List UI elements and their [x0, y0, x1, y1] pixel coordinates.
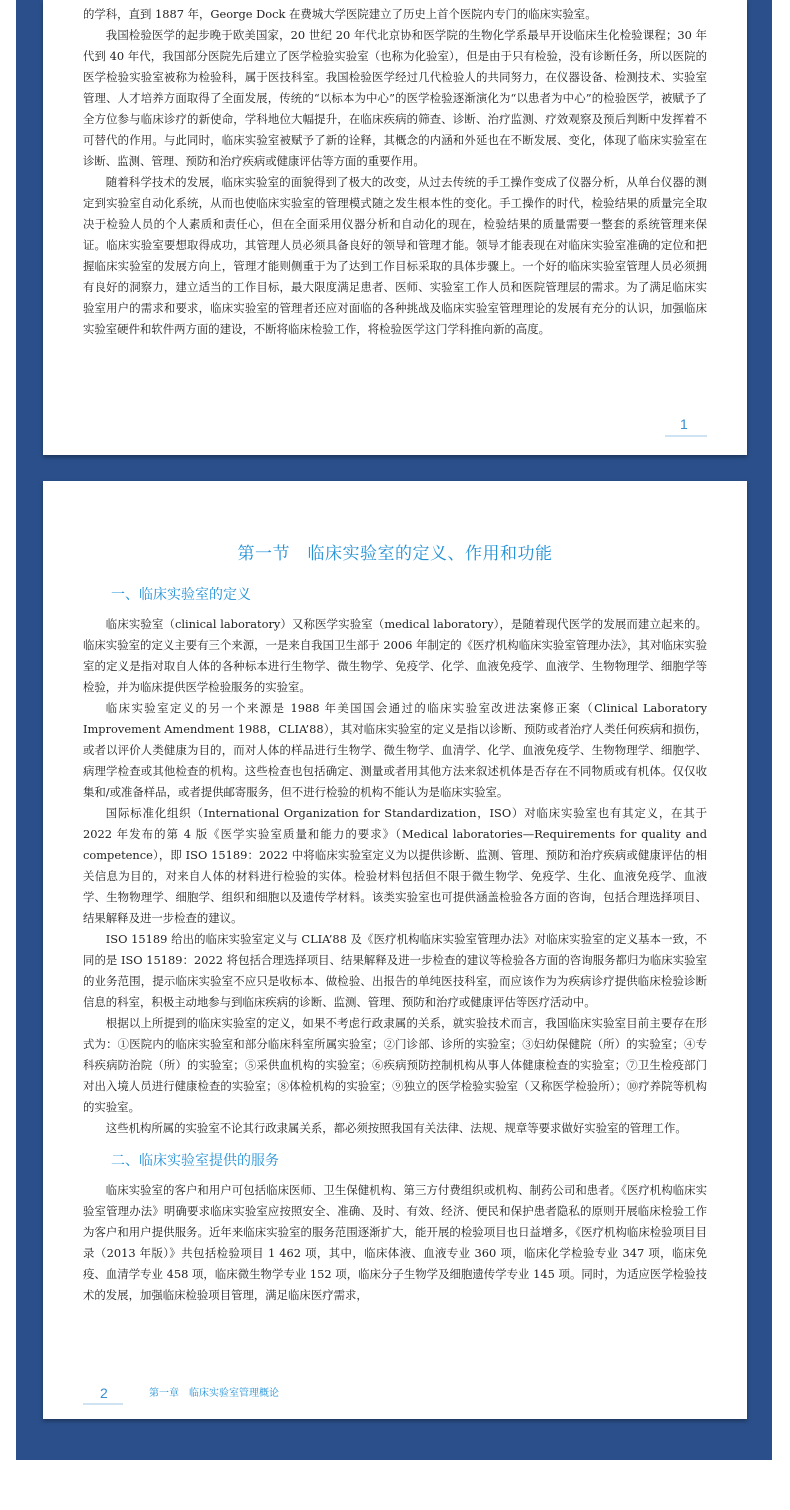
paragraph: ISO 15189 给出的临床实验室定义与 CLIA’88 及《医疗机构临床实验室管理办法》对临床实验室的定义基本一致，不同的是 ISO 15189：2022 将包括合理选择项目、结果解释及进一步检查的建议等检验各方面的咨询服务都归为临床实验室的业务范围，提示临床实验室不应只是收标本、做检验、出报告的单纯医技科室，而应该作为为疾病诊疗提供临床检验诊断信息的科室，积极主动地参与到临床疾病的诊断、监测、管理、预防和治疗或健康评估等医疗活动中。 — [83, 932, 707, 1009]
page-number: 1 — [680, 416, 688, 432]
page-1-body — [83, 4, 707, 340]
paragraph: 国际标准化组织（International Organization for Standardization，ISO）对临床实验室也有其定义，在其于 2022 年发布的第 4 版《医学实验室质量和能力的要求》（Medical laboratories—Requirements for quality and competence），即 ISO 15189：2022 中将临床实验室定义为以提供诊断、监测、管理、预防和治疗疾病或健康评估的相关信息为目的，对来自人体的材料进行检验的实体。检验材料包括但不限于微生物学、免疫学、生化、血液免疫学、血液学、生物物理学、细胞学、组织和细胞以及遗传学材料。该类实验室也可提供涵盖检验各方面的咨询，包括合理选择项目、结果解释及进一步检查的建议。 — [83, 806, 707, 925]
paragraph: 的学科，直到 1887 年，George Dock 在费城大学医院建立了历史上首个医院内专门的临床实验室。 — [83, 7, 597, 21]
paragraph: 临床实验室定义的另一个来源是 1988 年美国国会通过的临床实验室改进法案修正案（Clinical Laboratory Improvement Amendment 1988，CLIA’88），其对临床实验室的定义是指以诊断、预防或者治疗人类任何疾病和损伤，或者以评价人类健康为目的，而对人体的样品进行生物学、微生物学、血清学、化学、血液免疫学、生物物理学、细胞学、病理学检查或其他检查的机构。这些检查也包括确定、测量或者用其他方法来叙述机体是否存在不同物质或有机体。仅仅收集和/或准备样品，或者提供邮寄服务，但不进行检验的机构不能认为是临床实验室。 — [83, 701, 707, 799]
section-heading: 一、临床实验室的定义 — [111, 587, 251, 603]
paragraph: 根据以上所提到的临床实验室的定义，如果不考虑行政隶属的关系，就实验技术而言，我国临床实验室目前主要存在形式为：①医院内的临床实验室和部分临床科室所属实验室；②门诊部、诊所的实验室；③妇幼保健院（所）的实验室；④专科疾病防治院（所）的实验室；⑤采供血机构的实验室；⑥疾病预防控制机构从事人体健康检查的实验室；⑦卫生检疫部门对出入境人员进行健康检查的实验室；⑧体检机构的实验室；⑨独立的医学检验实验室（又称医学检验所）；⑩疗养院等机构的实验室。 — [83, 1016, 707, 1114]
paragraph: 临床实验室（clinical laboratory）又称医学实验室（medical laboratory），是随着现代医学的发展而建立起来的。临床实验室的定义主要有三个来源，一是来自我国卫生部于 2006 年制定的《医疗机构临床实验室管理办法》，其对临床实验室的定义是指对取自人体的各种标本进行生物学、微生物学、免疫学、化学、血液免疫学、血液学、生物物理学、细胞学等检验，并为临床提供医学检验服务的实验室。 — [83, 617, 707, 694]
page-number-underline — [665, 435, 707, 437]
paragraph: 我国检验医学的起步晚于欧美国家，20 世纪 20 年代北京协和医学院的生物化学系最早开设临床生化检验课程；30 年代到 40 年代，我国部分医院先后建立了医学检验实验室（也称为化验室），但是由于只有检验，没有诊断任务，所以医院的医学检验实验室被称为检验科，属于医技科室。我国检验医学经过几代检验人的共同努力，在仪器设备、检测技术、实验室管理、人才培养方面取得了全面发展，传统的“以标本为中心”的医学检验逐渐演化为“以患者为中心”的检验医学，被赋予了全方位参与临床诊疗的新使命，学科地位大幅提升，在临床疾病的筛查、诊断、治疗监测、疗效观察及预后判断中发挥着不可替代的作用。与此同时，临床实验室被赋予了新的诠释，其概念的内涵和外延也在不断发展、变化，体现了临床实验室在诊断、监测、管理、预防和治疗疾病或健康评估等方面的重要作用。 — [83, 28, 707, 168]
section-title: 第一节 临床实验室的定义、作用和功能 — [237, 544, 553, 564]
page-1 — [43, 0, 747, 455]
paragraph: 临床实验室的客户和用户可包括临床医师、卫生保健机构、第三方付费组织或机构、制药公司和患者。《医疗机构临床实验室管理办法》明确要求临床实验室应按照安全、准确、及时、有效、经济、便民和保护患者隐私的原则开展临床检验工作为客户和用户提供服务。近年来临床实验室的服务范围逐渐扩大，能开展的检验项目也日益增多，《医疗机构临床检验项目目录（2013 年版）》共包括检验项目 1 462 项，其中，临床体液、血液专业 360 项，临床化学检验专业 347 项，临床免疫、血清学专业 458 项，临床微生物学专业 152 项，临床分子生物学及细胞遗传学专业 145 项。同时，为适应医学检验技术的发展，加强临床检验项目管理，满足临床医疗需求， — [83, 1183, 707, 1302]
page-number-underline — [83, 1403, 123, 1405]
paragraph: 随着科学技术的发展，临床实验室的面貌得到了极大的改变，从过去传统的手工操作变成了仪器分析，从单台仪器的测定到实验室自动化系统，从而也使临床实验室的管理模式随之发生根本性的变化。手工操作的时代，检验结果的质量完全取决于检验人员的个人素质和责任心，但在全面采用仪器分析和自动化的现在，检验结果的质量需要一整套的系统管理来保证。临床实验室要想取得成功，其管理人员必须具备良好的领导和管理才能。领导才能表现在对临床实验室准确的定位和把握临床实验室的发展方向上，管理才能则侧重于为了达到工作目标采取的具体步骤上。一个好的临床实验室管理人员必须拥有良好的洞察力，建立适当的工作目标，最大限度满足患者、医师、实验室工作人员和医院管理层的需求。为了满足临床实验室用户的需求和要求，临床实验室的管理者还应对面临的各种挑战及临床实验室管理理论的发展有充分的认识，加强临床实验室硬件和软件两方面的建设，不断将临床检验工作，将检验医学这门学科推向新的高度。 — [83, 175, 707, 336]
footer-chapter-title: 第一章 临床实验室管理概论 — [149, 1388, 279, 1399]
section-heading: 二、临床实验室提供的服务 — [111, 1153, 279, 1169]
page-2-body — [83, 585, 707, 1306]
page-number: 2 — [100, 1385, 108, 1401]
paragraph: 这些机构所属的实验室不论其行政隶属关系，都必须按照我国有关法律、法规、规章等要求做好实验室的管理工作。 — [105, 1121, 687, 1135]
page-2 — [43, 481, 747, 1419]
